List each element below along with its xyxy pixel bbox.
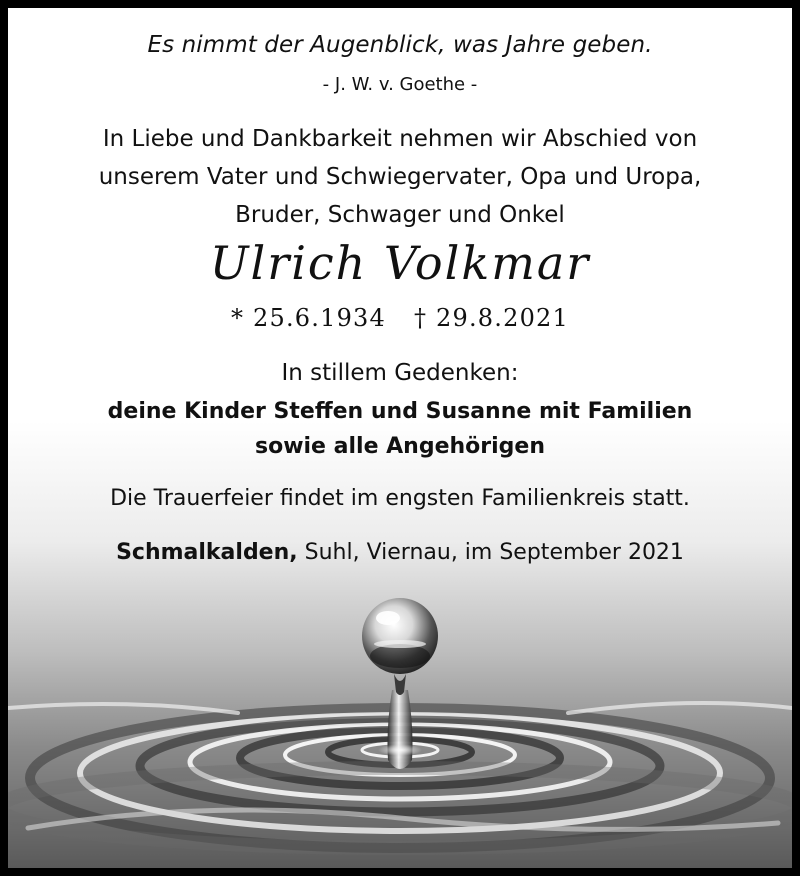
death-date: † 29.8.2021: [414, 304, 569, 332]
intro-line: Bruder, Schwager und Onkel: [235, 202, 565, 228]
mourner-line: sowie alle Angehörigen: [254, 434, 546, 459]
place-bold: Schmalkalden,: [116, 540, 298, 565]
place-date: [8, 540, 792, 565]
intro-text: [8, 120, 792, 234]
mourning-label: In stillem Gedenken:: [281, 360, 519, 386]
mourner-line: deine Kinder Steffen und Susanne mit Familien: [107, 399, 693, 424]
intro-line: unserem Vater und Schwiegervater, Opa und Uropa,: [98, 164, 702, 190]
life-dates: [8, 304, 792, 332]
deceased-name: Ulrich Volkmar: [209, 236, 591, 290]
ceremony-note: Die Trauerfeier findet im engsten Familienkreis statt.: [110, 486, 690, 511]
mourners: [8, 394, 792, 464]
quote: Es nimmt der Augenblick, was Jahre geben.: [147, 32, 653, 58]
quote-author: - J. W. v. Goethe -: [322, 74, 478, 95]
birth-date: * 25.6.1934: [231, 304, 386, 332]
place-rest: Suhl, Viernau, im September 2021: [297, 540, 684, 565]
intro-line: In Liebe und Dankbarkeit nehmen wir Abschied von: [102, 126, 698, 152]
